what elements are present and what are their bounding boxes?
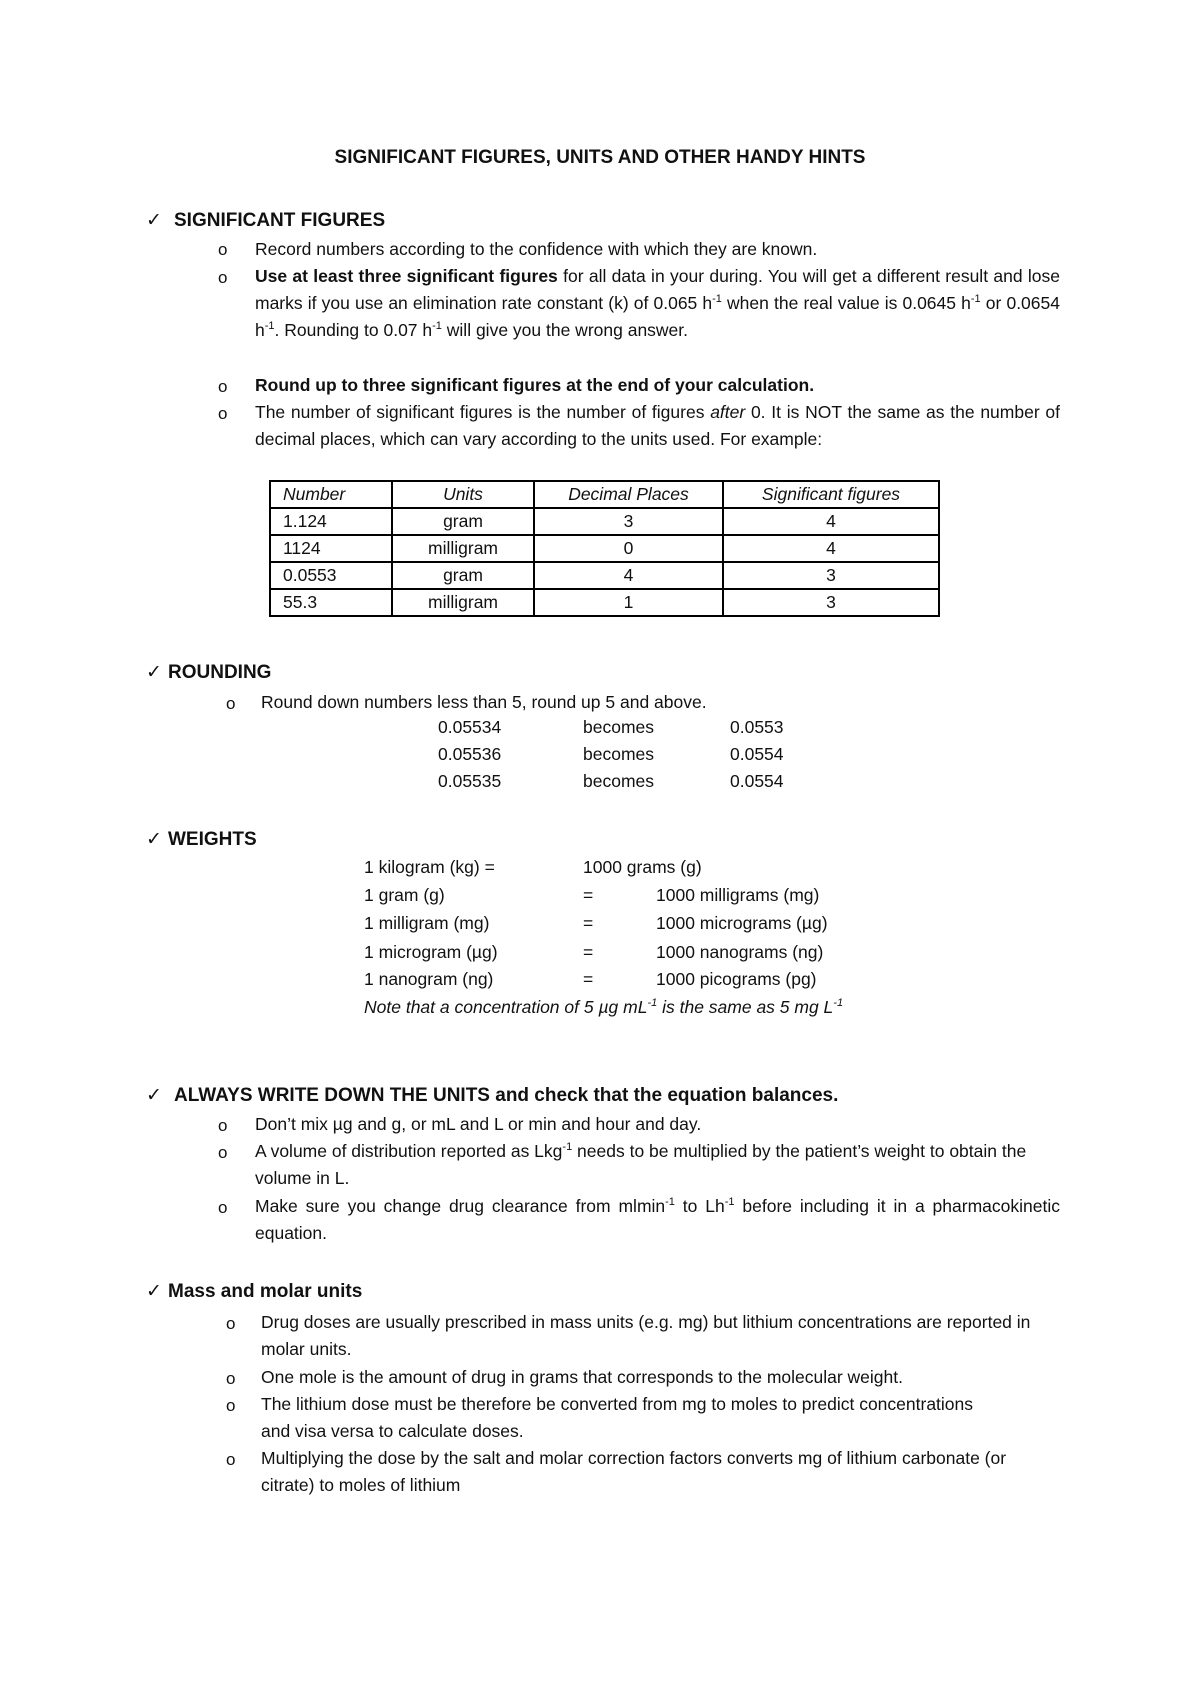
weight-equivalent: 1000 nanograms (ng) xyxy=(656,942,824,962)
circle-bullet-icon: o xyxy=(226,1396,236,1415)
circle-bullet-icon: o xyxy=(218,1116,228,1135)
table-cell: 0.0553 xyxy=(270,562,392,589)
circle-bullet-icon: o xyxy=(226,1450,236,1469)
rounding-example-word: becomes xyxy=(583,744,655,764)
bullet-text: Don’t mix µg and g, or mL and L or min and hour and day. xyxy=(255,1114,702,1134)
table-header-cell: Number xyxy=(270,481,392,508)
weight-equals: = xyxy=(583,942,594,962)
checkmark-icon: ✓ xyxy=(146,1085,162,1106)
section-heading-mass-molar: ✓ Mass and molar units xyxy=(146,1281,363,1302)
table-cell: 1 xyxy=(534,589,723,616)
table-header-cell: Significant figures xyxy=(723,481,939,508)
bullet-text: Drug doses are usually prescribed in mass units (e.g. mg) but lithium concentrations are reported in molar units. xyxy=(261,1312,1031,1359)
bullet-text: Round down numbers less than 5, round up 5 and above. xyxy=(261,692,707,712)
table-row xyxy=(270,535,939,562)
table-row xyxy=(270,562,939,589)
checkmark-icon: ✓ xyxy=(146,210,162,231)
rounding-example-word: becomes xyxy=(583,717,655,737)
weight-equals: = xyxy=(583,969,594,989)
rounding-example-value: 0.05536 xyxy=(438,744,502,764)
table-cell: 55.3 xyxy=(270,589,392,616)
bullet-text: Record numbers according to the confidence with which they are known. xyxy=(255,239,818,259)
weight-unit: 1 microgram (µg) xyxy=(364,942,498,962)
table-cell: gram xyxy=(392,508,534,535)
weight-equivalent: 1000 milligrams (mg) xyxy=(656,885,820,905)
table-cell: 4 xyxy=(534,562,723,589)
table-row xyxy=(270,589,939,616)
table-cell: gram xyxy=(392,562,534,589)
weight-equals: = xyxy=(583,913,594,933)
table-row xyxy=(270,508,939,535)
page-title: SIGNIFICANT FIGURES, UNITS AND OTHER HANDY HINTS xyxy=(334,147,866,168)
table-cell: 4 xyxy=(723,508,939,535)
section-heading-units: ✓ ALWAYS WRITE DOWN THE UNITS and check that the equation balances. xyxy=(146,1085,839,1106)
circle-bullet-icon: o xyxy=(226,1369,236,1388)
rounding-example-value: 0.05534 xyxy=(438,717,502,737)
weight-equivalent: 1000 grams (g) xyxy=(583,857,702,877)
checkmark-icon: ✓ xyxy=(146,662,162,683)
rounding-example-result: 0.0553 xyxy=(730,717,784,737)
checkmark-icon: ✓ xyxy=(146,829,162,850)
table-header-row xyxy=(270,481,939,508)
table-cell: 3 xyxy=(723,589,939,616)
weight-unit: 1 gram (g) xyxy=(364,885,445,905)
bullet-text: Use at least three significant figures for all data in your during. You will get a different result and lose marks if you use an elimination rate constant (k) of 0.065 $h^{-1}$ when the real value is 0.0645 $h^{-1}$ or 0.0654 $h^{-1}$. Rounding to 0.07 $h^{-1}$ will give you the wrong answer. xyxy=(255,266,1060,340)
table-cell: 4 xyxy=(723,535,939,562)
table-cell: 0 xyxy=(534,535,723,562)
circle-bullet-icon: o xyxy=(218,268,228,287)
weight-unit: 1 kilogram (kg) = xyxy=(364,857,495,877)
rounding-example-value: 0.05535 xyxy=(438,771,502,791)
bullet-text: A volume of distribution reported as Lkg$^{-1}$ needs to be multiplied by the patient’s weight to obtain the volume in L. xyxy=(255,1141,1027,1188)
rounding-example-word: becomes xyxy=(583,771,655,791)
circle-bullet-icon: o xyxy=(218,240,228,259)
table-cell: 1124 xyxy=(270,535,392,562)
bullet-text: The lithium dose must be therefore be converted from mg to moles to predict concentrations and visa versa to calculate doses. xyxy=(261,1394,974,1441)
circle-bullet-icon: o xyxy=(226,694,236,713)
table-cell: 1.124 xyxy=(270,508,392,535)
table-cell: 3 xyxy=(534,508,723,535)
bullet-text: Round up to three significant figures at the end of your calculation. xyxy=(255,375,815,395)
section-heading-weights: ✓ WEIGHTS xyxy=(146,829,257,850)
table-cell: milligram xyxy=(392,535,534,562)
table-cell: milligram xyxy=(392,589,534,616)
rounding-example-result: 0.0554 xyxy=(730,771,784,791)
bullet-text: Make sure you change drug clearance from mlmin$^{-1}$ to $Lh^{-1}$ before including it in a pharmacokinetic equation. xyxy=(255,1196,1060,1243)
significant-figures-table xyxy=(269,480,940,617)
section-heading-significant-figures: ✓ SIGNIFICANT FIGURES xyxy=(146,210,386,231)
table-header-cell: Decimal Places xyxy=(534,481,723,508)
bullet-text: The number of significant figures is the number of figures after 0. It is NOT the same as the number of decimal places, which can vary according to the units used. For example: xyxy=(255,402,1060,449)
table-header-cell: Units xyxy=(392,481,534,508)
table-cell: 3 xyxy=(723,562,939,589)
bullet-text: Multiplying the dose by the salt and molar correction factors converts mg of lithium carbonate (or citrate) to moles of lithium xyxy=(261,1448,1007,1495)
weight-equivalent: 1000 picograms (pg) xyxy=(656,969,817,989)
section-heading-rounding: ✓ ROUNDING xyxy=(146,662,272,683)
circle-bullet-icon: o xyxy=(218,1143,228,1162)
circle-bullet-icon: o xyxy=(218,404,228,423)
circle-bullet-icon: o xyxy=(218,377,228,396)
circle-bullet-icon: o xyxy=(218,1198,228,1217)
concentration-note: Note that a concentration of 5 µg $mL^{-1}$ is the same as 5 mg $L^{-1}$ xyxy=(364,997,844,1017)
bullet-text: One mole is the amount of drug in grams that corresponds to the molecular weight. xyxy=(261,1367,903,1387)
weight-equivalent: 1000 micrograms (µg) xyxy=(656,913,828,933)
circle-bullet-icon: o xyxy=(226,1314,236,1333)
weight-unit: 1 nanogram (ng) xyxy=(364,969,494,989)
rounding-example-result: 0.0554 xyxy=(730,744,784,764)
weight-unit: 1 milligram (mg) xyxy=(364,913,490,933)
weight-equals: = xyxy=(583,885,594,905)
checkmark-icon: ✓ xyxy=(146,1281,162,1302)
